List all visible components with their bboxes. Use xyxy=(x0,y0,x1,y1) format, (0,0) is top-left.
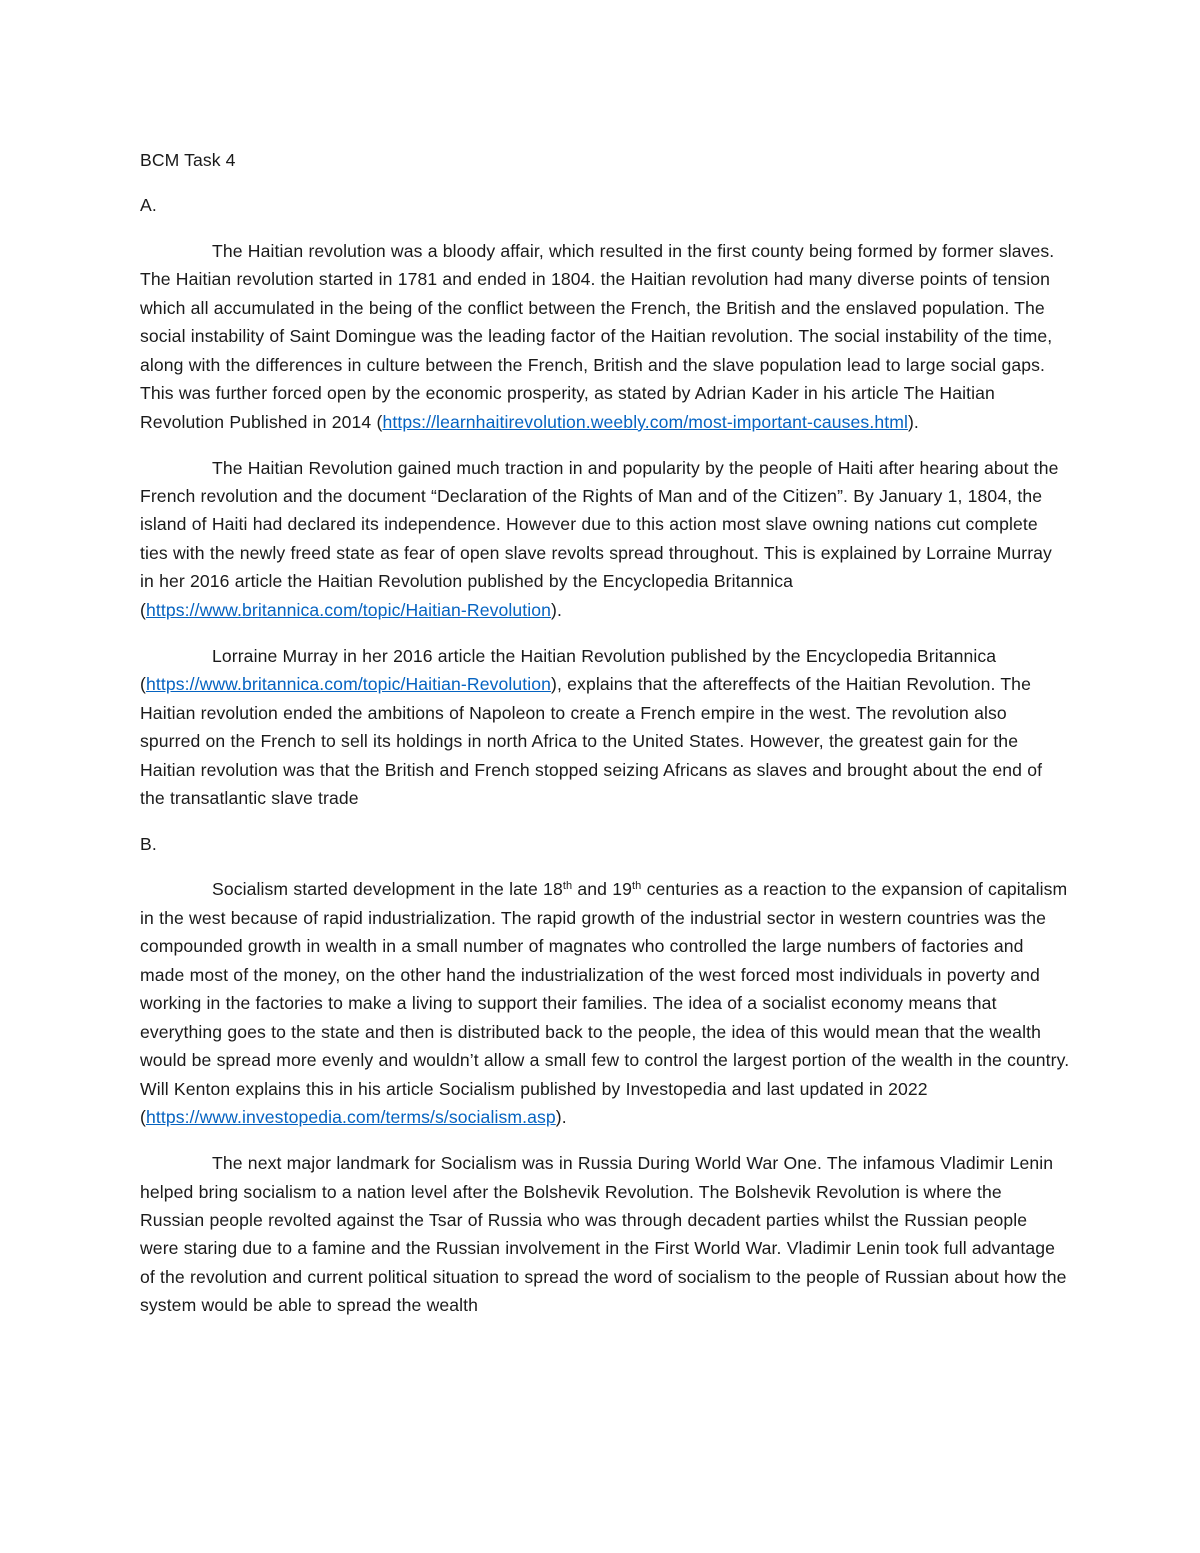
paragraph-haitian-aftereffects xyxy=(140,642,1070,813)
paragraph-haitian-independence xyxy=(140,454,1070,625)
paragraph-socialism-origins xyxy=(140,875,1070,1131)
paragraph-text: and 19 xyxy=(572,879,633,900)
superscript: th xyxy=(562,880,573,893)
document-title: BCM Task 4 xyxy=(140,150,236,170)
link-britannica-haitian-revolution[interactable]: https://www.britannica.com/topic/Haitian-Revolution xyxy=(145,674,552,695)
paragraph-text: centuries as a reaction to the expansion of capitalism in the west because of rapid industrialization. The rapid growth of the industrial sector in western countries was the compounded growth in wealth in a small number of magnates who controlled the large numbers of factories and made most of the money, on the other hand the industrialization of the west forced most individuals in poverty and working in the factories to make a living to support their families. The idea of a socialist economy means that everything goes to the state and then is distributed back to the people, the idea of this would mean that the wealth would be spread more evenly and wouldn’t allow a small few to control the largest portion of the wealth in the country. Will Kenton explains this in his article Socialism published by Investopedia and last updated in 2022 ( xyxy=(140,879,1070,1128)
section-label-b: B. xyxy=(140,834,157,855)
section-label-a: A. xyxy=(140,195,157,216)
paragraph-haitian-causes xyxy=(140,237,1070,436)
paragraph-text: Lorraine Murray in her 2016 article the Haitian Revolution published by the Encyclopedia Britannica ( xyxy=(140,645,997,695)
document-body xyxy=(140,146,1070,1337)
paragraph-text: The Haitian Revolution gained much traction in and popularity by the people of Haiti after hearing about the French revolution and the document “Declaration of the Rights of Man and of the Citizen”. By January 1, 1804, the island of Haiti had declared its independence. However due to this action most slave owning nations cut complete ties with the newly freed state as fear of open slave revolts spread throughout. This is explained by Lorraine Murray in her 2016 article the Haitian Revolution published by the Encyclopedia Britannica ( xyxy=(140,457,1059,620)
link-investopedia-socialism[interactable]: https://www.investopedia.com/terms/s/socialism.asp xyxy=(145,1107,556,1128)
paragraph-text: ). xyxy=(907,411,919,432)
superscript: th xyxy=(632,880,642,893)
paragraph-text: ). xyxy=(555,1107,567,1128)
paragraph-text: The Haitian revolution was a bloody affair, which resulted in the first county being formed by former slaves. The Haitian revolution started in 1781 and ended in 1804. the Haitian revolution had many diverse points of tension which all accumulated in the being of the conflict between the French, the British and the enslaved population. The social instability of Saint Domingue was the leading factor of the Haitian revolution. The social instability of the time, along with the differences in culture between the French, British and the slave population lead to large social gaps. This was further forced open by the economic prosperity, as stated by Adrian Kader in his article The Haitian Revolution Published in 2014 ( xyxy=(140,240,1055,432)
paragraph-socialism-russia: The next major landmark for Socialism was in Russia During World War One. The infamous Vladimir Lenin helped bring socialism to a nation level after the Bolshevik Revolution. The Bolshevik Revolution is where the Russian people revolted against the Tsar of Russia who was through decadent parties whilst the Russian people were staring due to a famine and the Russian involvement in the First World War. Vladimir Lenin took full advantage of the revolution and current political situation to spread the word of socialism to the people of Russian about how the system would be able to spread the wealth xyxy=(140,1153,1067,1316)
link-learnhaitirevolution[interactable]: https://learnhaitirevolution.weebly.com/most-important-causes.html xyxy=(382,411,908,432)
paragraph-text: ). xyxy=(551,599,562,620)
paragraph-text: Socialism started development in the late 18 xyxy=(212,879,563,900)
paragraph-text: ), explains that the aftereffects of the Haitian Revolution. The Haitian revolution ended the ambitions of Napoleon to create a French empire in the west. The revolution also spurred on the French to sell its holdings in north Africa to the United States. However, the greatest gain for the Haitian revolution was that the British and French stopped seizing Africans as slaves and brought about the end of the transatlantic slave trade xyxy=(140,674,1043,809)
link-britannica-haitian-revolution[interactable]: https://www.britannica.com/topic/Haitian-Revolution xyxy=(145,599,552,620)
